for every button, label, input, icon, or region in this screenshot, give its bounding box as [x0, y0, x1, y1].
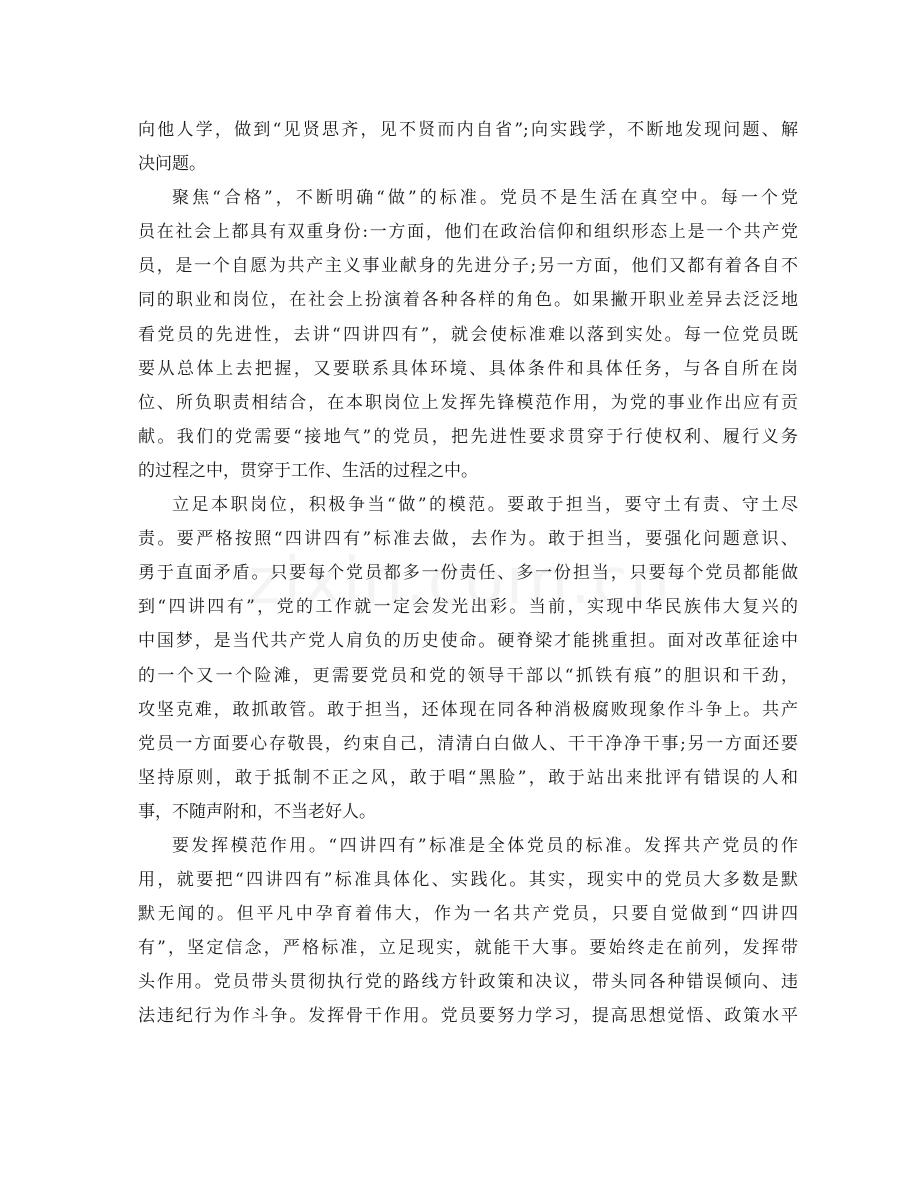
text-line: 勇于直面矛盾。只要每个党员都多一份责任、多一份担当，只要每个党员都能做 [138, 563, 798, 584]
text-line: 员在社会上都具有双重身份:一方面，他们在政治信仰和组织形态上是一个共产党 [138, 222, 798, 243]
text-line: 默无闻的。但平凡中孕育着伟大，作为一名共产党员，只要自觉做到“四讲四 [138, 904, 798, 925]
text-line: 员，是一个自愿为共产主义事业献身的先进分子;另一方面，他们又都有着各自不 [138, 256, 798, 277]
text-line: 位、所负职责相结合，在本职岗位上发挥先锋模范作用，为党的事业作出应有贡 [138, 392, 798, 413]
text-line: 要从总体上去把握，又要联系具体环境、具体条件和具体任务，与各自所在岗 [138, 358, 798, 379]
text-line: 有”，坚定信念，严格标准，立足现实，就能干大事。要始终走在前列，发挥带 [138, 938, 798, 959]
text-line: 事，不随声附和，不当老好人。 [138, 801, 376, 822]
paragraph-start-line: 聚焦“合格”，不断明确“做”的标准。党员不是生活在真空中。每一个党 [172, 188, 798, 209]
text-line: 法违纪行为作斗争。发挥骨干作用。党员要努力学习，提高思想觉悟、政策水平 [138, 1006, 798, 1027]
text-line: 责。要严格按照“四讲四有”标准去做，去作为。敢于担当，要强化问题意识、 [138, 529, 798, 550]
text-line: 头作用。党员带头贯彻执行党的路线方针政策和决议，带头同各种错误倾向、违 [138, 972, 798, 993]
text-line: 用，就要把“四讲四有”标准具体化、实践化。其实，现实中的党员大多数是默 [138, 870, 798, 891]
text-line: 的过程之中，贯穿于工作、生活的过程之中。 [138, 460, 478, 481]
document-body [138, 113, 798, 1034]
text-line: 决问题。 [138, 154, 206, 175]
text-line: 党员一方面要心存敬畏，约束自己，清清白白做人、干干净净干事;另一方面还要 [138, 733, 798, 754]
text-line: 向他人学，做到“见贤思齐，见不贤而内自省”;向实践学，不断地发现问题、解 [138, 120, 798, 140]
text-line: 同的职业和岗位，在社会上扮演着各种各样的角色。如果撇开职业差异去泛泛地 [138, 290, 798, 311]
text-line: 攻坚克难，敢抓敢管。敢于担当，还体现在同各种消极腐败现象作斗争上。共产 [138, 699, 798, 720]
text-line: 的一个又一个险滩，更需要党员和党的领导干部以“抓铁有痕”的胆识和干劲， [138, 665, 798, 686]
paragraph-start-line: 要发挥模范作用。“四讲四有”标准是全体党员的标准。发挥共产党员的作 [172, 835, 798, 856]
text-line: 看党员的先进性，去讲“四讲四有”，就会使标准难以落到实处。每一位党员既 [138, 324, 798, 345]
text-line: 到“四讲四有”，党的工作就一定会发光出彩。当前，实现中华民族伟大复兴的 [138, 597, 798, 618]
text-line: 中国梦，是当代共产党人肩负的历史使命。硬脊梁才能挑重担。面对改革征途中 [138, 631, 798, 652]
text-line: 献。我们的党需要“接地气”的党员，把先进性要求贯穿于行使权利、履行义务 [138, 426, 798, 447]
paragraph-start-line: 立足本职岗位，积极争当“做”的模范。要敢于担当，要守土有责、守土尽 [172, 495, 798, 516]
text-line: 坚持原则，敢于抵制不正之风，敢于唱“黑脸”，敢于站出来批评有错误的人和 [138, 767, 798, 788]
